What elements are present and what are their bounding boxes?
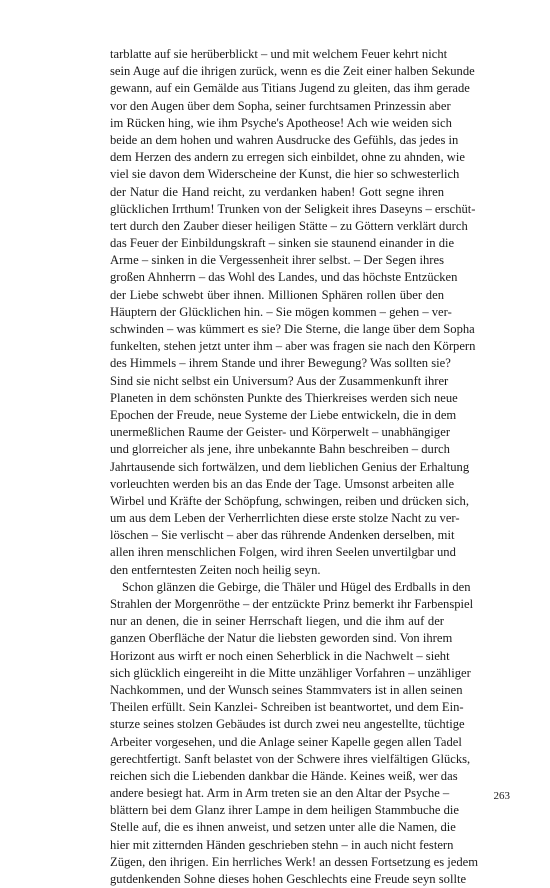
text-line: im Rücken hing, wie ihm Psyche's Apotheose! Ach wie weiden sich	[110, 115, 452, 130]
text-line: löschen – Sie verlischt – aber das rührende Andenken derselben, mit	[110, 528, 455, 543]
text-line: Epochen der Freude, neue Systeme der Liebe entwickeln, die in dem	[110, 407, 457, 422]
text-line: Horizont aus wirft er noch einen Seherblick in die Nachwelt – sieht	[110, 648, 450, 663]
text-line: Schon glänzen die Gebirge, die Thäler und Hügel des Erdballs in den	[122, 579, 471, 594]
text-line: Sind sie nicht selbst ein Universum? Aus der Zusammenkunft ihrer	[110, 373, 449, 388]
text-line: der Liebe schwebt über ihnen. Millionen Sphären rollen über den	[110, 287, 444, 302]
text-line: den entferntesten Zeiten noch heilig seyn.	[110, 562, 321, 577]
text-line: großen Ahnherrn – das Wohl des Landes, und das höchste Entzücken	[110, 270, 458, 285]
text-line: tert durch den Zauber dieser heiligen Stätte – zu Göttern verklärt durch	[110, 218, 468, 233]
text-line: nur an denen, die in seiner Herrschaft liegen, und die ihm auf der	[110, 614, 444, 629]
text-line: Theilen erfüllt. Sein Kanzlei- Schreiben ist beantwortet, und dem Ein-	[110, 700, 464, 715]
text-line: sich glücklich eingereiht in die Mitte unzähliger Vorfahren – unzähliger	[110, 665, 471, 680]
text-line: vorleuchten werden bis an das Ende der Tage. Umsonst arbeiten alle	[110, 476, 455, 491]
text-line: unermeßlichen Raume der Geister- und Körperwelt – unabhängiger	[110, 425, 451, 440]
text-line: und glorreicher als jene, ihre unbekannte Bahn beschreiben – durch	[110, 442, 450, 457]
body-text	[110, 46, 479, 888]
text-line: das Feuer der Einbildungskraft – sinken sie staunend einander in die	[110, 236, 455, 251]
text-line: Wirbel und Kräfte der Schöpfung, schwingen, reiben und drücken sich,	[110, 493, 470, 508]
text-line: vor den Augen über dem Sopha, seiner furchtsamen Prinzessin aber	[110, 98, 451, 113]
text-line: hier mit zitternden Händen geschrieben stehn – in auch nicht festern	[110, 837, 454, 852]
text-line: sturze seines stolzen Gebäudes ist durch zwei neu angestellte, tüchtige	[110, 717, 465, 732]
text-line: Nachkommen, und der Wunsch seines Stammvaters ist in allen seinen	[110, 682, 463, 697]
text-line: dem Herzen des andern zu erregen sich einbildet, ohne zu ahnden, wie	[110, 150, 465, 165]
text-line: viel sie davon dem Widerscheine der Kunst, die hier so schwesterlich	[110, 167, 460, 182]
text-line: Planeten in dem schönsten Punkte des Thierkreises werden sich neue	[110, 390, 458, 405]
text-line: blättern bei dem Glanz ihrer Lampe in dem heiligen Stammbuche die	[110, 803, 460, 818]
text-line: der Natur die Hand reicht, zu verdanken haben! Gott segne ihren	[110, 184, 444, 199]
text-line: Stelle auf, die es ihnen anweist, und setzen unter alle die Namen, die	[110, 820, 456, 835]
text-line: schwinden – was kümmert es sie? Die Sterne, die lange über dem Sopha	[110, 322, 475, 336]
text-line: gerechtfertigt. Sanft belastet von der Schwere ihres vielfältigen Glücks,	[110, 751, 471, 766]
text-line: gewann, auf ein Gemälde aus Titians Jugend zu gleiten, das ihm gerade	[110, 81, 470, 96]
text-line: andere besiegt hat. Arm in Arm treten sie an den Altar der Psyche –	[110, 786, 450, 801]
text-line: ganzen Oberfläche der Natur die liebsten geworden sind. Von ihrem	[110, 631, 453, 646]
text-line: um aus dem Leben der Verherrlichten diese erste stolze Nacht zu ver-	[110, 511, 460, 526]
text-line: gutdenkenden Sohne dieses hohen Geschlechts eine Freude seyn sollte	[110, 872, 467, 886]
text-line: reichen sich die Liebenden dankbar die Hände. Keines weiß, wer das	[110, 768, 458, 783]
paragraph	[110, 46, 476, 579]
page-number: 263	[493, 790, 510, 802]
text-line: Arme – sinken in die Vergessenheit ihrer selbst. – Der Segen ihres	[110, 253, 444, 268]
text-line: tarblatte auf sie herüberblickt – und mit welchem Feuer kehrt nicht	[110, 47, 448, 61]
text-line: Jahrtausende sich fortwälzen, und dem lieblichen Genius der Erhaltung	[110, 459, 470, 474]
text-line: glücklichen Irrthum! Trunken von der Seligkeit ihres Daseyns – erschüt-	[110, 201, 476, 216]
paragraph	[110, 579, 479, 888]
text-line: Häuptern der Glücklichen hin. – Sie mögen kommen – gehen – ver-	[110, 304, 452, 319]
text-line: Strahlen der Morgenröthe – der entzückte Prinz bemerkt ihr Farbenspiel	[110, 597, 474, 611]
text-line: sein Auge auf die ihrigen zurück, wenn es die Zeit einer halben Sekunde	[110, 64, 475, 79]
text-line: allen ihren menschlichen Folgen, wird ihren Seelen unvertilgbar und	[110, 545, 456, 560]
text-line: beide an dem hohen und wahren Ausdrucke des Gefühls, das jedes in	[110, 132, 459, 147]
text-line: Zügen, den ihrigen. Ein herrliches Werk! an dessen Fortsetzung es jedem	[110, 854, 479, 869]
text-line: des Himmels – ihrem Stande und ihrer Bewegung? Was sollten sie?	[110, 356, 451, 371]
text-line: Arbeiter vorgesehen, und die Anlage seiner Kapelle gegen allen Tadel	[110, 734, 462, 749]
text-line: funkelten, stehen jetzt unter ihm – aber was fragen sie nach den Körpern	[110, 339, 476, 354]
